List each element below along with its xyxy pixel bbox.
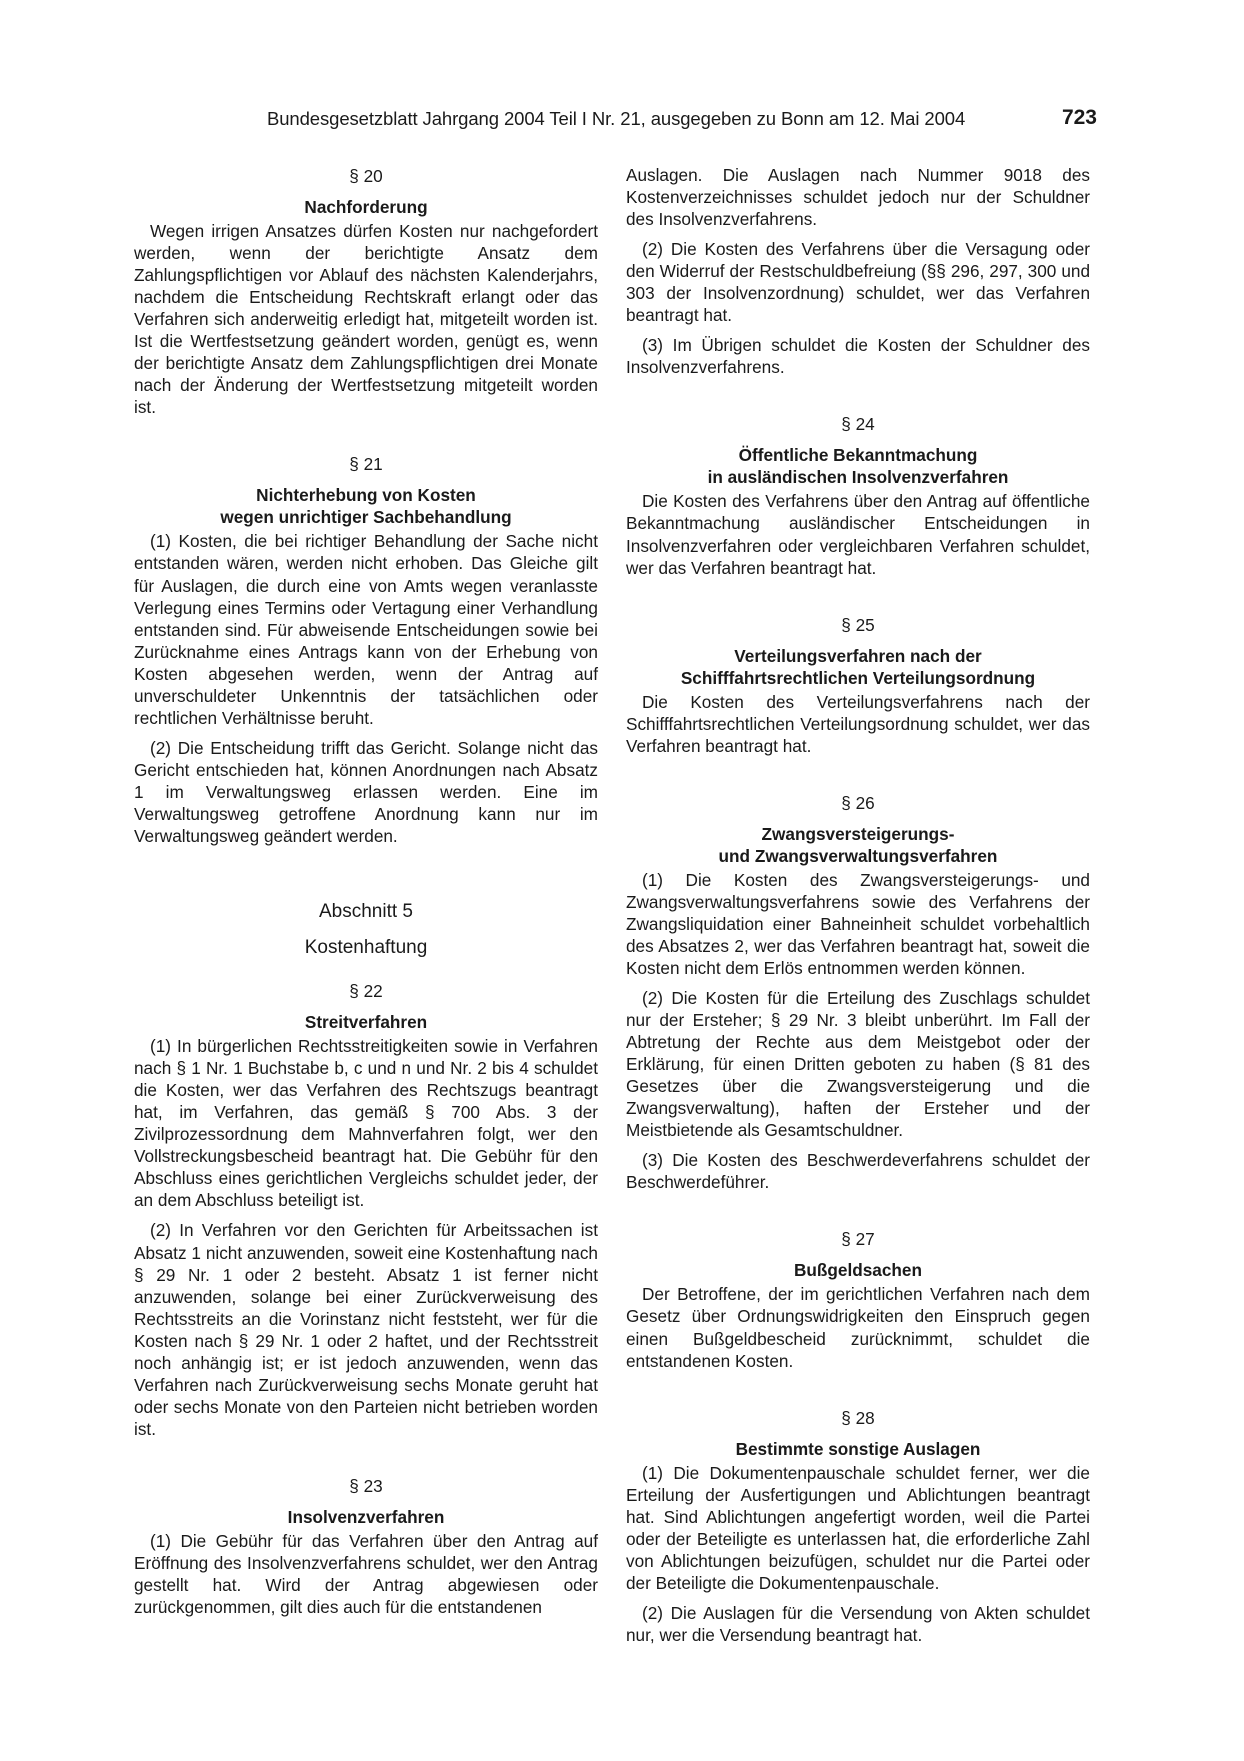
section-title: Insolvenzverfahren xyxy=(287,1506,445,1527)
paragraph: (2) Die Kosten des Verfahrens über die Versagung oder den Widerruf der Restschuldbefreiung (§§ 296, 297, 300 und 303 der Insolvenzordnung) schuldet, wer das Verfahren beantragt hat. xyxy=(626,239,1090,326)
section-title-line: und Zwangsverwaltungsverfahren xyxy=(718,845,998,866)
running-title: Bundesgesetzblatt Jahrgang 2004 Teil I Nr. 21, ausgegeben zu Bonn am 12. Mai 2004 xyxy=(267,108,966,129)
section-title xyxy=(626,823,1090,867)
section-title-line: Zwangsversteigerungs- xyxy=(761,823,955,844)
section-20 xyxy=(134,164,598,418)
paragraph: (1) Die Gebühr für das Verfahren über den Antrag auf Eröffnung des Insolvenzverfahrens schuldet, wer den Antrag gestellt hat. Wird der Antrag abgewiesen oder zurückgenommen, gilt dies auch für die entstandenen xyxy=(134,1530,598,1618)
paragraph: (3) Die Kosten des Beschwerdeverfahrens schuldet der Beschwerdeführer. xyxy=(626,1150,1090,1193)
section-27 xyxy=(626,1227,1090,1371)
paragraph: (2) Die Entscheidung trifft das Gericht. Solange nicht das Gericht entschieden hat, können Anordnungen nach Absatz 1 im Verwaltungsweg erlassen werden. Eine im Verwaltungsweg getroffene Anordnung kann nur im Verwaltungsweg geändert werden. xyxy=(134,737,598,847)
paragraph: Wegen irrigen Ansatzes dürfen Kosten nur nachgefordert werden, wenn der berichtigte Ansatz dem Zahlungspflichtigen vor Ablauf des nächsten Kalenderjahrs, nachdem die Entscheidung Rechtskraft erlangt oder das Verfahren sich anderweitig erledigt hat, mitgeteilt worden ist. Ist die Wertfestsetzung geändert worden, genügt es, wenn der berichtigte Ansatz dem Zahlungspflichtigen drei Monate nach der Änderung der Wertfestsetzung mitgeteilt worden ist. xyxy=(134,221,598,418)
paragraph-continued: Auslagen. Die Auslagen nach Nummer 9018 des Kostenverzeichnisses schuldet jedoch nur der Schuldner des Insolvenzverfahrens. xyxy=(626,165,1090,230)
section-title-line: Nichterhebung von Kosten xyxy=(256,485,476,506)
page-header xyxy=(267,108,1097,138)
page-number: 723 xyxy=(1061,106,1097,129)
section-title-line: in ausländischen Insolvenzverfahren xyxy=(707,467,1009,488)
paragraph: (2) Die Kosten für die Erteilung des Zuschlags schuldet nur der Ersteher; § 29 Nr. 3 bleibt unberührt. Im Fall der Abtretung der Rechte aus dem Meistgebot oder der Erklärung, für einen Dritten geboten zu haben (§ 81 des Gesetzes über die Zwangsversteigerung und die Zwangsverwaltung), haften der Ersteher und der Meistbietende als Gesamtschuldner. xyxy=(626,987,1090,1141)
paragraph: Der Betroffene, der im gerichtlichen Verfahren nach dem Gesetz über Ordnungswidrigkeiten den Einspruch gegen einen Bußgeldbescheid zurücknimmt, schuldet die entstandenen Kosten. xyxy=(626,1284,1090,1371)
section-title-line: Verteilungsverfahren nach der xyxy=(734,645,982,666)
right-column xyxy=(626,164,1090,1654)
section-number: § 28 xyxy=(841,1407,875,1428)
section-number: § 22 xyxy=(349,981,383,1002)
section-23 xyxy=(134,1474,598,1618)
chapter-title: Kostenhaftung xyxy=(304,937,428,959)
section-number: § 21 xyxy=(349,454,383,475)
section-25 xyxy=(626,613,1090,757)
section-number: § 24 xyxy=(841,414,875,435)
paragraph: (1) Kosten, die bei richtiger Behandlung der Sache nicht entstanden wären, werden nicht erhoben. Das Gleiche gilt für Auslagen, die durch eine von Amts wegen veranlasste Verlegung eines Termins oder Vertagung einer Verhandlung entstanden sind. Für abweisende Entscheidungen sowie bei Zurücknahme eines Antrags kann von der Erhebung von Kosten abgesehen werden, wenn der Antrag auf unverschuldeter Unkenntnis der tatsächlichen oder rechtlichen Verhältnisse beruht. xyxy=(134,531,598,728)
section-number: § 26 xyxy=(841,792,875,813)
section-26 xyxy=(626,791,1090,1194)
chapter-heading xyxy=(134,899,598,961)
section-22 xyxy=(134,979,598,1440)
paragraph: (1) In bürgerlichen Rechtsstreitigkeiten sowie in Verfahren nach § 1 Nr. 1 Buchstabe b, c und n und Nr. 2 bis 4 schuldet die Kosten, wer das Verfahren des Rechtszugs beantragt hat, im Verfahren, das gemäß § 700 Abs. 3 der Zivilprozessordnung dem Mahnverfahren folgt, wer den Vollstreckungsbescheid beantragt hat. Die Gebühr für den Abschluss eines gerichtlichen Vergleichs schuldet jeder, der an dem Abschluss beteiligt ist. xyxy=(134,1036,598,1211)
section-title xyxy=(134,484,598,528)
section-title: Nachforderung xyxy=(304,197,428,217)
section-title-line: Öffentliche Bekanntmachung xyxy=(738,445,978,466)
paragraph: (2) In Verfahren vor den Gerichten für Arbeitssachen ist Absatz 1 nicht anzuwenden, soweit eine Kostenhaftung nach § 29 Nr. 1 oder 2 besteht. Absatz 1 ist ferner nicht anzuwenden, solange bei einer Zurückverweisung des Rechtsstreits an die Vorinstanz nicht feststeht, wer für die Kosten nach § 29 Nr. 1 oder 2 haftet, und der Rechtsstreit noch anhängig ist; er ist jedoch anzuwenden, wenn das Verfahren nach Zurückverweisung sechs Monate geruht hat oder sechs Monate von den Parteien nicht betrieben worden ist. xyxy=(134,1220,598,1439)
section-28 xyxy=(626,1406,1090,1646)
paragraph: Die Kosten des Verteilungsverfahrens nach der Schifffahrtsrechtlichen Verteilungsordnung schuldet, wer das Verfahren beantragt hat. xyxy=(626,691,1090,756)
section-title xyxy=(626,444,1090,488)
left-column xyxy=(134,164,598,1626)
section-number: § 20 xyxy=(349,166,383,186)
section-21 xyxy=(134,452,598,847)
section-number: § 25 xyxy=(841,614,875,635)
section-number: § 27 xyxy=(841,1229,875,1250)
paragraph: (1) Die Dokumentenpauschale schuldet ferner, wer die Erteilung der Ausfertigungen und Ablichtungen beantragt hat. Sind Ablichtungen angefertigt worden, weil die Partei oder der Beteiligte es unterlassen hat, die erforderliche Zahl von Ablichtungen beizufügen, schuldet nur die Partei oder der Beteiligte die Dokumentenpauschale. xyxy=(626,1462,1090,1593)
section-title: Bußgeldsachen xyxy=(794,1260,922,1281)
paragraph: Die Kosten des Verfahrens über den Antrag auf öffentliche Bekanntmachung ausländischer Entscheidungen in Insolvenzverfahren oder vergleichbaren Verfahren schuldet, wer das Verfahren beantragt hat. xyxy=(626,491,1090,578)
chapter-label: Abschnitt 5 xyxy=(319,901,413,923)
section-title xyxy=(626,645,1090,689)
section-24 xyxy=(626,412,1090,578)
section-title-line: Schifffahrtsrechtlichen Verteilungsordnung xyxy=(680,667,1036,688)
paragraph: (3) Im Übrigen schuldet die Kosten der Schuldner des Insolvenzverfahrens. xyxy=(626,335,1090,378)
section-number: § 23 xyxy=(349,1475,383,1496)
section-title: Bestimmte sonstige Auslagen xyxy=(735,1438,981,1459)
paragraph: (2) Die Auslagen für die Versendung von Akten schuldet nur, wer die Versendung beantragt hat. xyxy=(626,1602,1090,1645)
paragraph: (1) Die Kosten des Zwangsversteigerungs- und Zwangsverwaltungsverfahrens sowie des Verfahrens der Zwangsliquidation einer Bahneinheit schuldet vorbehaltlich des Absatzes 2, wer das Verfahren beantragt hat, soweit die Kosten nicht dem Erlös entnommen werden können. xyxy=(626,869,1090,978)
section-title-line: wegen unrichtiger Sachbehandlung xyxy=(220,507,512,528)
section-title: Streitverfahren xyxy=(304,1012,428,1033)
